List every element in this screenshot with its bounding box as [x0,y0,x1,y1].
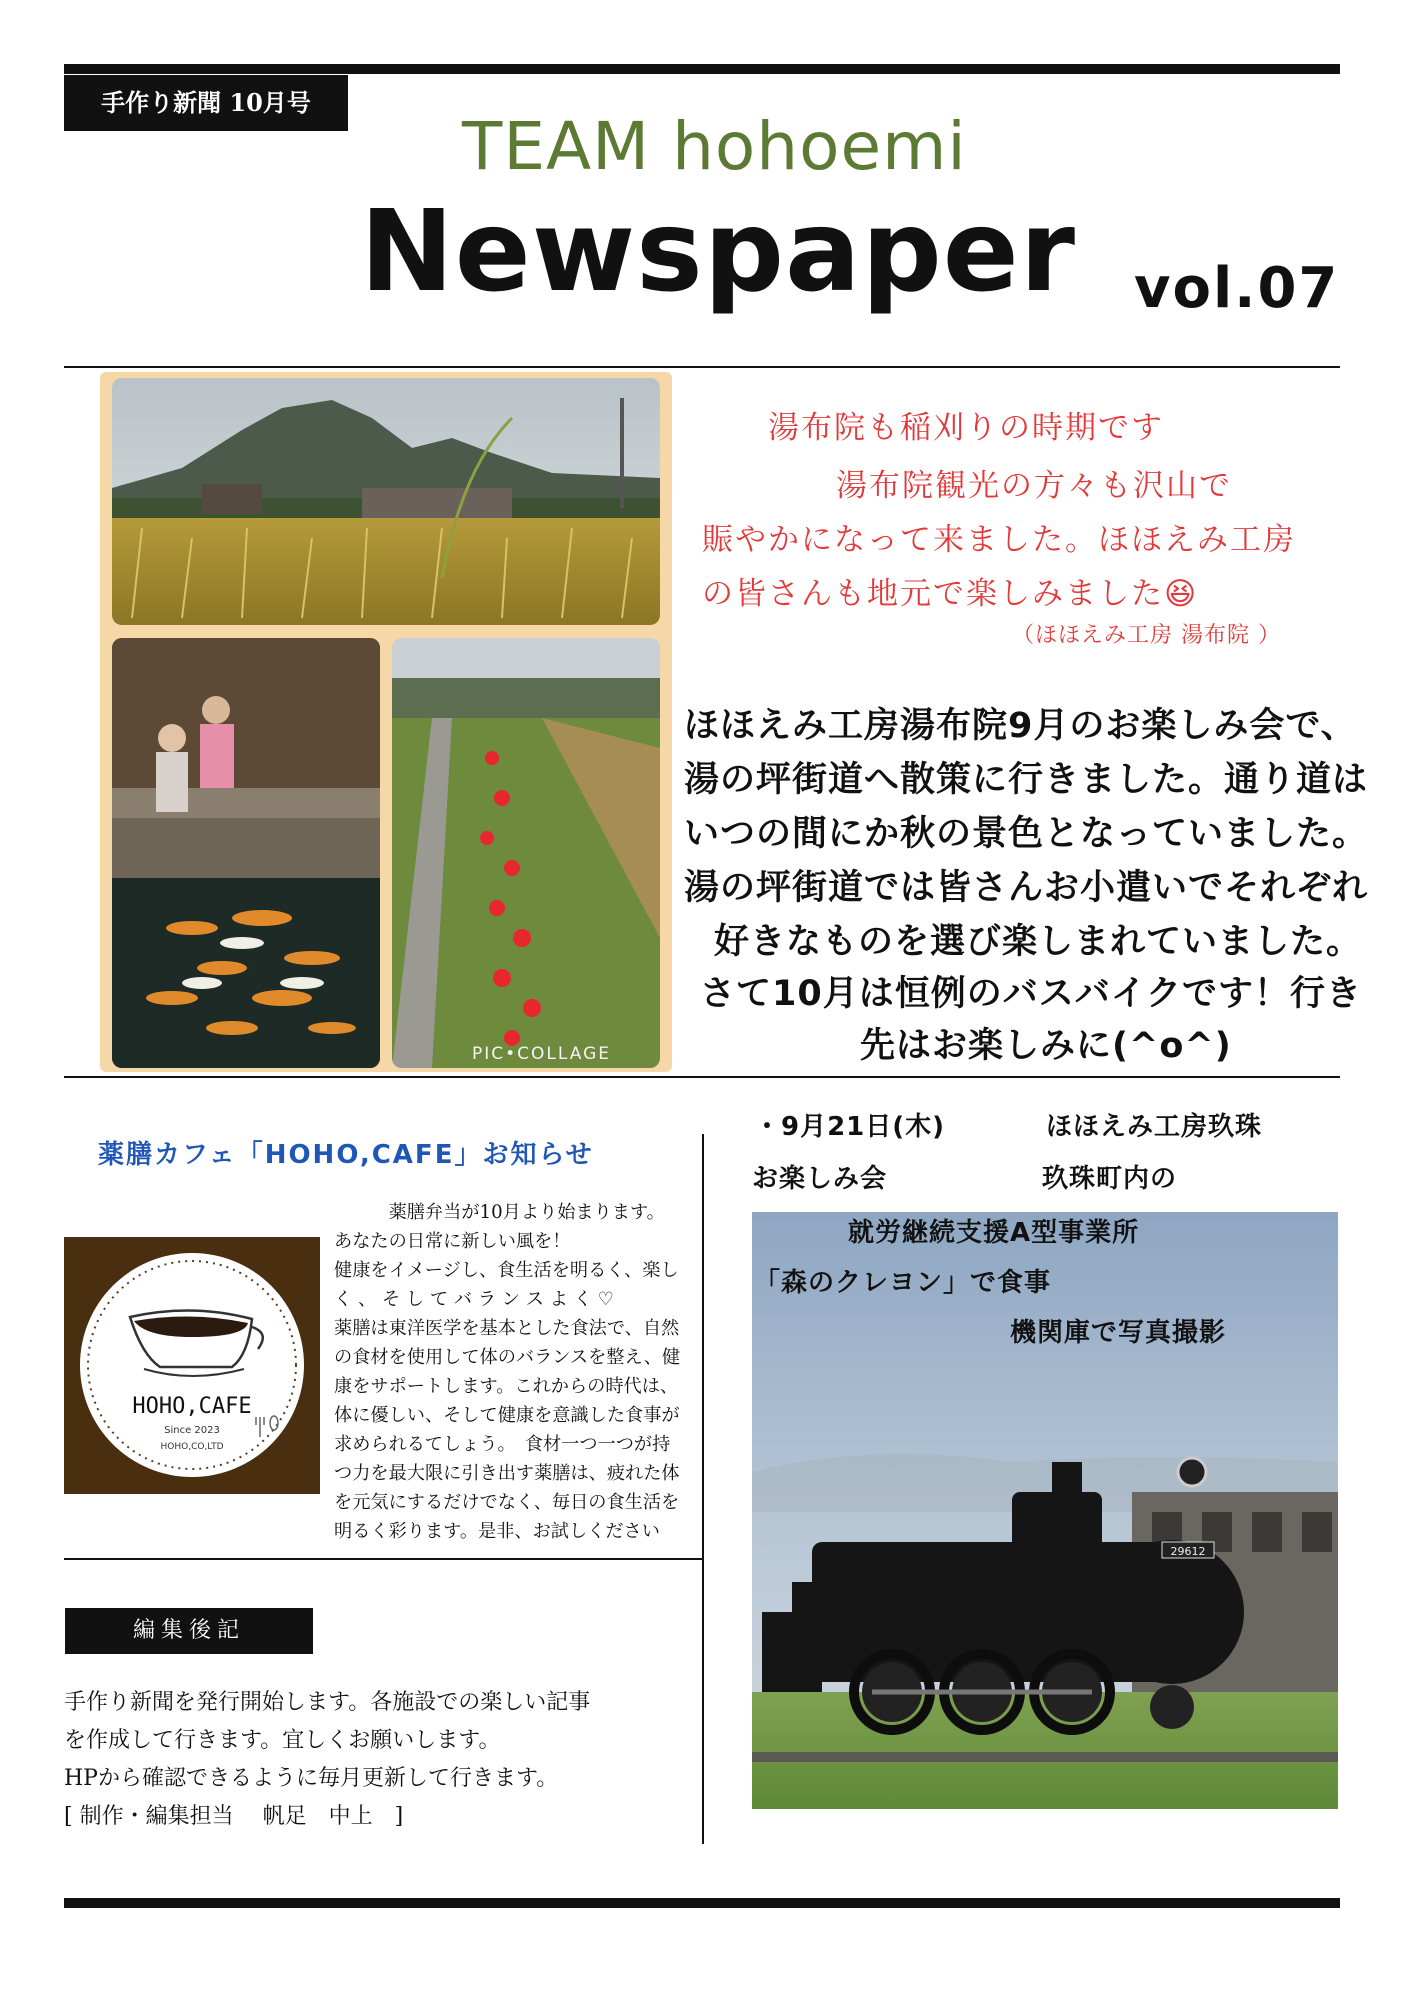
kusu-event: お楽しみ会 [752,1164,888,1194]
header-divider [64,366,1340,368]
top-rule [64,64,1340,74]
intro-credit: （ほほえみ工房 湯布院 ） [1012,623,1281,648]
cafe-line: 健康をイメージし、食生活を明るく、楽し [334,1260,679,1281]
editor-line: [ 制作・編集担当 帆足 中上 ] [64,1804,404,1829]
editor-line: 手作り新聞を発行開始します。各施設での楽しい記事 [64,1690,591,1715]
cafe-logo-company: HOHO,CO,LTD [160,1442,224,1452]
cafe-divider [64,1558,704,1560]
cafe-line: を元気にするだけでなく、毎日の食生活を [334,1492,680,1513]
editor-body [64,1684,590,1836]
cafe-line: 薬膳は東洋医学を基本とした食法で、自然 [334,1318,680,1339]
train-number: 29612 [1170,1545,1206,1558]
cafe-line: 明るく彩ります。是非、お試しください [334,1521,660,1542]
column-divider [702,1134,704,1844]
kusu-location: 玖珠町内の [1042,1164,1178,1194]
main-line-1: ほほえみ工房湯布院9月のお楽しみ会で、 [684,706,1357,746]
train-photo [752,1212,1338,1809]
team-title: TEAM hohoemi [462,108,967,185]
kusu-date: ・9月21日(木) [754,1112,946,1142]
train-overlay-2: 「森のクレヨン」で食事 [754,1268,1052,1298]
intro-line-2: 湯布院観光の方々も沢山で [836,468,1232,504]
intro-line-1: 湯布院も稲刈りの時期です [768,410,1164,446]
kusu-facility: ほほえみ工房玖珠 [1046,1112,1263,1142]
cafe-title: 薬膳カフェ「HOHO,CAFE」お知らせ [98,1140,594,1170]
cafe-logo [64,1237,320,1494]
cafe-line: く 、 そ し て バ ラ ン ス よ く ♡ [334,1289,614,1310]
main-line-3: いつの間にか秋の景色となっていました。 [684,814,1369,854]
cafe-logo-since: Since 2023 [164,1425,220,1436]
editor-line: を作成して行きます。宜しくお願いします。 [64,1728,501,1753]
path-flowers-photo [392,638,660,1068]
main-line-2: 湯の坪街道へ散策に行きました。通り道は [684,760,1369,800]
collage-watermark: PIC•COLLAGE [472,1044,611,1064]
main-line-5: 好きなものを選び楽しまれていました。 [714,922,1363,962]
cafe-line: 康をサポートします。これからの時代は、 [334,1376,679,1397]
train-overlay-1: 就労継続支援A型事業所 [848,1218,1140,1248]
intro-line-4: の皆さんも地元で楽しみました😆 [702,576,1199,612]
cafe-line: つ力を最大限に引き出す薬膳は、疲れた体 [334,1463,680,1484]
intro-line-3: 賑やかになって来ました。ほほえみ工房 [702,522,1296,558]
cafe-line: 求められるてしょう。 食材一つ一つが持 [334,1434,671,1455]
masthead: Newspaper [360,187,1076,317]
train-overlay-3: 機関庫で写真撮影 [1010,1318,1227,1348]
section-divider [64,1076,1340,1078]
volume-number: vol.07 [1134,256,1340,321]
cafe-line: 体に優しい、そして健康を意識した食事が [334,1405,680,1426]
bottom-rule [64,1898,1340,1908]
rice-field-photo [112,378,660,625]
main-line-4: 湯の坪街道では皆さんお小遣いでそれぞれ [684,868,1369,908]
cafe-line: の食材を使用して体のバランスを整え、健 [334,1347,681,1368]
issue-tag: 手作り新聞 10月号 [64,75,348,131]
koi-pond-photo [112,638,380,1068]
photo-collage [100,372,672,1072]
editor-tag: 編集後記 [65,1608,313,1654]
main-line-6: さて10月は恒例のバスバイクです！行き [700,974,1363,1014]
cafe-line: あなたの日常に新しい風を！ [334,1231,571,1252]
main-line-7: 先はお楽しみに(^o^) [860,1026,1232,1066]
cafe-body [334,1198,694,1546]
editor-line: HPから確認できるように毎月更新して行きます。 [64,1766,559,1791]
cafe-line: 薬膳弁当が10月より始まります。 [334,1202,665,1223]
cafe-logo-name: HOHO,CAFE [132,1394,252,1419]
